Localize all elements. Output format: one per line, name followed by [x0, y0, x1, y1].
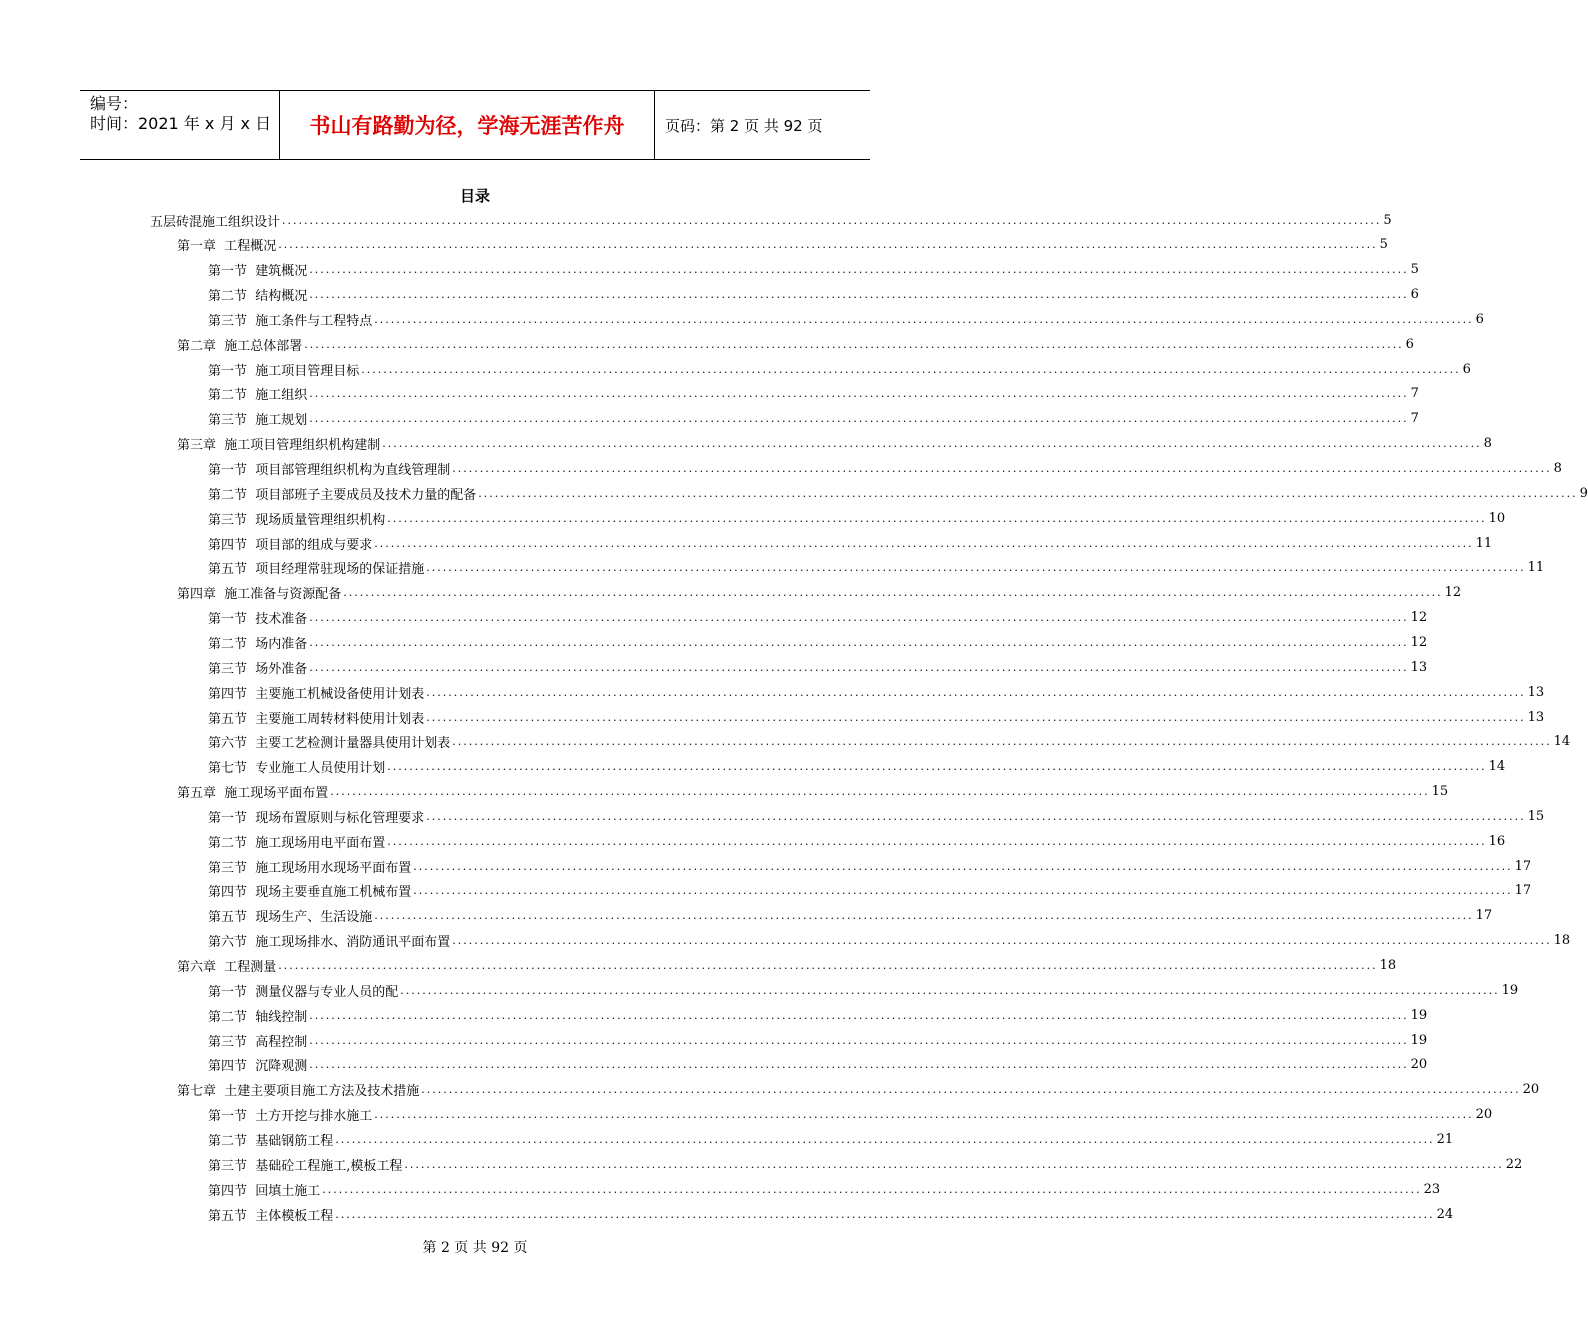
toc-entry-page: 11	[1527, 560, 1545, 576]
toc-entry[interactable]	[208, 457, 1562, 481]
toc-entry-page: 18	[1553, 933, 1571, 949]
toc-entry[interactable]	[208, 556, 1545, 580]
toc-leader-dots: ........................................................................................................................................................................................................	[426, 809, 1526, 823]
toc-leader-dots: ........................................................................................................................................................................................................	[309, 1008, 1409, 1022]
toc-entry[interactable]	[208, 1202, 1454, 1226]
toc-entry-title: 第一节 建筑概况	[208, 264, 308, 280]
toc-entry[interactable]	[208, 904, 1493, 928]
toc-leader-dots: ........................................................................................................................................................................................................	[278, 238, 1378, 252]
toc-entry-title: 第二节 基础钢筋工程	[208, 1133, 334, 1149]
toc-entry[interactable]	[208, 258, 1419, 282]
toc-entry-title: 第三节 施工规划	[208, 413, 308, 429]
toc-entry-page: 16	[1488, 833, 1506, 849]
toc-entry-title: 五层砖混施工组织设计	[150, 214, 281, 230]
toc-leader-dots: ........................................................................................................................................................................................................	[413, 859, 1513, 873]
toc-entry-title: 第六节 主要工艺检测计量器具使用计划表	[208, 736, 451, 752]
header-meta	[80, 91, 280, 159]
toc-entry[interactable]	[208, 680, 1545, 704]
toc-leader-dots: ........................................................................................................................................................................................................	[374, 909, 1474, 923]
toc-leader-dots: ........................................................................................................................................................................................................	[374, 536, 1474, 550]
toc-entry-title: 第一节 技术准备	[208, 612, 308, 628]
toc-entry-title: 第三节 高程控制	[208, 1034, 308, 1050]
toc-leader-dots: ........................................................................................................................................................................................................	[309, 1058, 1409, 1072]
toc-entry[interactable]	[208, 879, 1532, 903]
toc-entry-title: 第二节 项目部班子主要成员及技术力量的配备	[208, 487, 477, 503]
toc-leader-dots: ........................................................................................................................................................................................................	[426, 710, 1526, 724]
toc-entry-title: 第六章 工程测量	[177, 960, 277, 975]
toc-entry-title: 第三节 场外准备	[208, 661, 308, 677]
toc-leader-dots: ........................................................................................................................................................................................................	[309, 1033, 1409, 1047]
toc-entry-title: 第三章 施工项目管理组织机构建制	[177, 438, 381, 454]
toc-entry-page: 13	[1527, 709, 1545, 725]
toc-entry[interactable]	[208, 1127, 1454, 1151]
toc-entry[interactable]	[208, 1103, 1493, 1127]
toc-leader-dots: ........................................................................................................................................................................................................	[330, 785, 1430, 799]
toc-entry-title: 第五节 主体模板工程	[208, 1208, 334, 1224]
toc-leader-dots: ........................................................................................................................................................................................................	[309, 635, 1409, 649]
toc-entry[interactable]	[208, 531, 1493, 555]
toc-entry[interactable]	[208, 1028, 1428, 1052]
toc-entry[interactable]	[208, 1003, 1428, 1027]
toc-entry-title: 第二章 施工总体部署	[177, 338, 303, 354]
toc-entry-page: 23	[1423, 1181, 1441, 1197]
toc-entry-page: 5	[1410, 262, 1419, 278]
toc-entry[interactable]	[208, 1152, 1523, 1176]
toc-entry-page: 6	[1462, 361, 1471, 377]
toc-entry[interactable]	[208, 854, 1532, 878]
toc-entry-title: 第三节 施工现场用水现场平面布置	[208, 860, 412, 876]
toc-entry-title: 第二节 结构概况	[208, 289, 308, 305]
toc-leader-dots: ........................................................................................................................................................................................................	[322, 1182, 1422, 1196]
toc-title: 目录	[459, 187, 490, 205]
toc-entry-page: 6	[1410, 287, 1419, 303]
toc-leader-dots: ........................................................................................................................................................................................................	[309, 660, 1409, 674]
toc-entry-title: 第五节 项目经理常驻现场的保证措施	[208, 562, 425, 578]
toc-entry[interactable]	[177, 332, 1414, 356]
toc-entry[interactable]	[208, 804, 1545, 828]
toc-entry-page: 5	[1383, 212, 1392, 228]
toc-entry-page: 13	[1527, 684, 1545, 700]
toc-entry-title: 第二节 施工组织	[208, 388, 308, 404]
toc-entry[interactable]	[177, 1078, 1540, 1102]
toc-leader-dots: ........................................................................................................................................................................................................	[343, 586, 1443, 600]
toc-entry-page: 6	[1405, 336, 1414, 352]
toc-entry[interactable]	[208, 730, 1571, 754]
toc-entry[interactable]	[208, 929, 1571, 953]
toc-entry-title: 第三节 基础砼工程施工,模板工程	[208, 1158, 403, 1174]
toc-leader-dots: ........................................................................................................................................................................................................	[382, 437, 1482, 451]
toc-entry-title: 第二节 施工现场用电平面布置	[208, 835, 386, 851]
toc-entry-title: 第七节 专业施工人员使用计划	[208, 761, 386, 777]
toc-leader-dots: ........................................................................................................................................................................................................	[478, 486, 1578, 500]
toc-entry-page: 19	[1410, 1007, 1428, 1023]
toc-leader-dots: ........................................................................................................................................................................................................	[413, 884, 1513, 898]
toc-entry-page: 9	[1579, 485, 1588, 501]
toc-entry-page: 13	[1410, 659, 1428, 675]
toc-entry-title: 第一节 项目部管理组织机构为直线管理制	[208, 463, 451, 478]
toc-entry-title: 第一节 施工项目管理目标	[208, 363, 360, 379]
toc-entry-page: 6	[1475, 311, 1484, 327]
page-footer: 第 2 页 共 92 页	[422, 1240, 528, 1256]
toc-entry-page: 14	[1488, 759, 1506, 775]
toc-entry[interactable]	[208, 382, 1419, 406]
toc-entry-page: 10	[1488, 510, 1506, 526]
toc-entry-title: 第二节 轴线控制	[208, 1009, 308, 1025]
toc-entry[interactable]	[208, 630, 1428, 654]
toc-entry-page: 22	[1505, 1156, 1523, 1172]
toc-entry[interactable]	[177, 780, 1449, 804]
toc-leader-dots: ........................................................................................................................................................................................................	[426, 561, 1526, 575]
toc-entry-title: 第五节 主要施工周转材料使用计划表	[208, 711, 425, 727]
toc-entry-title: 第五节 现场生产、生活设施	[208, 910, 373, 926]
toc-entry[interactable]	[208, 481, 1588, 505]
toc-entry[interactable]	[177, 954, 1397, 978]
toc-leader-dots: ........................................................................................................................................................................................................	[404, 1157, 1504, 1171]
toc-entry-title: 第四节 项目部的组成与要求	[208, 537, 373, 553]
toc-leader-dots: ........................................................................................................................................................................................................	[374, 1108, 1474, 1122]
toc-entry-page: 15	[1527, 808, 1545, 824]
toc-entry[interactable]	[208, 357, 1471, 381]
toc-entry[interactable]	[177, 581, 1462, 605]
toc-leader-dots: ........................................................................................................................................................................................................	[282, 213, 1382, 227]
toc-entry-title: 第二节 场内准备	[208, 636, 308, 652]
toc-leader-dots: ........................................................................................................................................................................................................	[387, 760, 1487, 774]
toc-leader-dots: ........................................................................................................................................................................................................	[361, 362, 1461, 376]
toc-entry-page: 7	[1410, 386, 1419, 402]
toc-entry-title: 第四节 沉降观测	[208, 1059, 308, 1075]
toc-entry-title: 第三节 施工条件与工程特点	[208, 313, 373, 329]
toc-entry-page: 12	[1410, 634, 1428, 650]
toc-leader-dots: ........................................................................................................................................................................................................	[335, 1207, 1435, 1221]
toc-entry[interactable]	[208, 1177, 1441, 1201]
toc-leader-dots: ........................................................................................................................................................................................................	[387, 511, 1487, 525]
toc-leader-dots: ........................................................................................................................................................................................................	[421, 1083, 1521, 1097]
toc-entry-page: 12	[1410, 610, 1428, 626]
document-number-label: 编号：	[90, 94, 139, 113]
page-header	[80, 90, 870, 160]
toc-leader-dots: ........................................................................................................................................................................................................	[374, 312, 1474, 326]
toc-entry[interactable]	[208, 755, 1506, 779]
toc-leader-dots: ........................................................................................................................................................................................................	[309, 412, 1409, 426]
toc-entry-page: 11	[1475, 535, 1493, 551]
toc-entry-title: 第一节 土方开挖与排水施工	[208, 1109, 373, 1125]
toc-entry-title: 第四节 回填土施工	[208, 1183, 321, 1199]
toc-entry[interactable]	[208, 829, 1506, 853]
toc-entry-page: 19	[1410, 1032, 1428, 1048]
toc-leader-dots: ........................................................................................................................................................................................................	[426, 685, 1526, 699]
toc-entry-page: 20	[1475, 1107, 1493, 1123]
toc-entry[interactable]	[177, 432, 1492, 456]
toc-leader-dots: ........................................................................................................................................................................................................	[400, 983, 1500, 997]
toc-entry-title: 第三节 现场质量管理组织机构	[208, 512, 386, 528]
toc-entry-page: 8	[1553, 461, 1562, 476]
toc-entry[interactable]	[208, 506, 1506, 530]
toc-entry-title: 第四节 主要施工机械设备使用计划表	[208, 686, 425, 702]
toc-entry[interactable]	[208, 705, 1545, 729]
toc-leader-dots: ........................................................................................................................................................................................................	[387, 834, 1487, 848]
toc-entry-page: 18	[1379, 958, 1397, 973]
toc-entry-title: 第五章 施工现场平面布置	[177, 786, 329, 802]
toc-leader-dots: ........................................................................................................................................................................................................	[335, 1132, 1435, 1146]
toc-entry-page: 14	[1553, 734, 1571, 750]
header-page-info: 页码：第 2 页 共 92 页	[665, 116, 823, 135]
toc-entry-title: 第六节 施工现场排水、消防通讯平面布置	[208, 935, 451, 951]
toc-entry-title: 第七章 土建主要项目施工方法及技术措施	[177, 1084, 420, 1100]
toc-entry-title: 第一节 测量仪器与专业人员的配	[208, 984, 399, 1000]
toc-entry-page: 20	[1410, 1057, 1428, 1073]
toc-entry-page: 21	[1436, 1131, 1454, 1147]
toc-leader-dots: ........................................................................................................................................................................................................	[309, 288, 1409, 302]
toc-leader-dots: ........................................................................................................................................................................................................	[309, 263, 1409, 277]
toc-leader-dots: ........................................................................................................................................................................................................	[304, 337, 1404, 351]
document-date: 时间：2021 年 x 月 x 日	[90, 114, 272, 133]
header-motto: 书山有路勤为径，学海无涯苦作舟	[280, 91, 655, 159]
toc-entry-page: 5	[1379, 237, 1388, 253]
toc-leader-dots: ........................................................................................................................................................................................................	[309, 611, 1409, 625]
toc-entry-page: 20	[1522, 1082, 1540, 1098]
toc-entry[interactable]	[208, 978, 1519, 1002]
toc-entry-title: 第四节 现场主要垂直施工机械布置	[208, 885, 412, 901]
toc-entry[interactable]	[150, 208, 1392, 232]
toc-leader-dots: ........................................................................................................................................................................................................	[278, 959, 1378, 972]
toc-leader-dots: ........................................................................................................................................................................................................	[452, 462, 1552, 475]
toc-entry-title: 第四章 施工准备与资源配备	[177, 587, 342, 603]
toc-entry-page: 7	[1410, 411, 1419, 427]
toc-entry-page: 24	[1436, 1206, 1454, 1222]
toc-entry-page: 19	[1501, 982, 1519, 998]
toc-leader-dots: ........................................................................................................................................................................................................	[309, 387, 1409, 401]
toc-entry-page: 17	[1475, 908, 1493, 924]
toc-entry-page: 15	[1431, 784, 1449, 800]
toc-entry-title: 第一节 现场布置原则与标化管理要求	[208, 810, 425, 826]
toc-leader-dots: ........................................................................................................................................................................................................	[452, 735, 1552, 749]
toc-entry-page: 17	[1514, 883, 1532, 899]
toc-entry[interactable]	[177, 233, 1388, 257]
toc-entry[interactable]	[208, 307, 1484, 331]
toc-entry-page: 12	[1444, 585, 1462, 601]
toc-leader-dots: ........................................................................................................................................................................................................	[452, 934, 1552, 948]
toc-entry[interactable]	[208, 606, 1428, 630]
toc-entry-page: 17	[1514, 858, 1532, 874]
toc-entry[interactable]	[208, 407, 1419, 431]
toc-entry-title: 第一章 工程概况	[177, 239, 277, 255]
toc-entry[interactable]	[208, 655, 1428, 679]
toc-entry[interactable]	[208, 1053, 1428, 1077]
toc-entry-page: 8	[1483, 436, 1492, 452]
toc-entry[interactable]	[208, 283, 1419, 307]
